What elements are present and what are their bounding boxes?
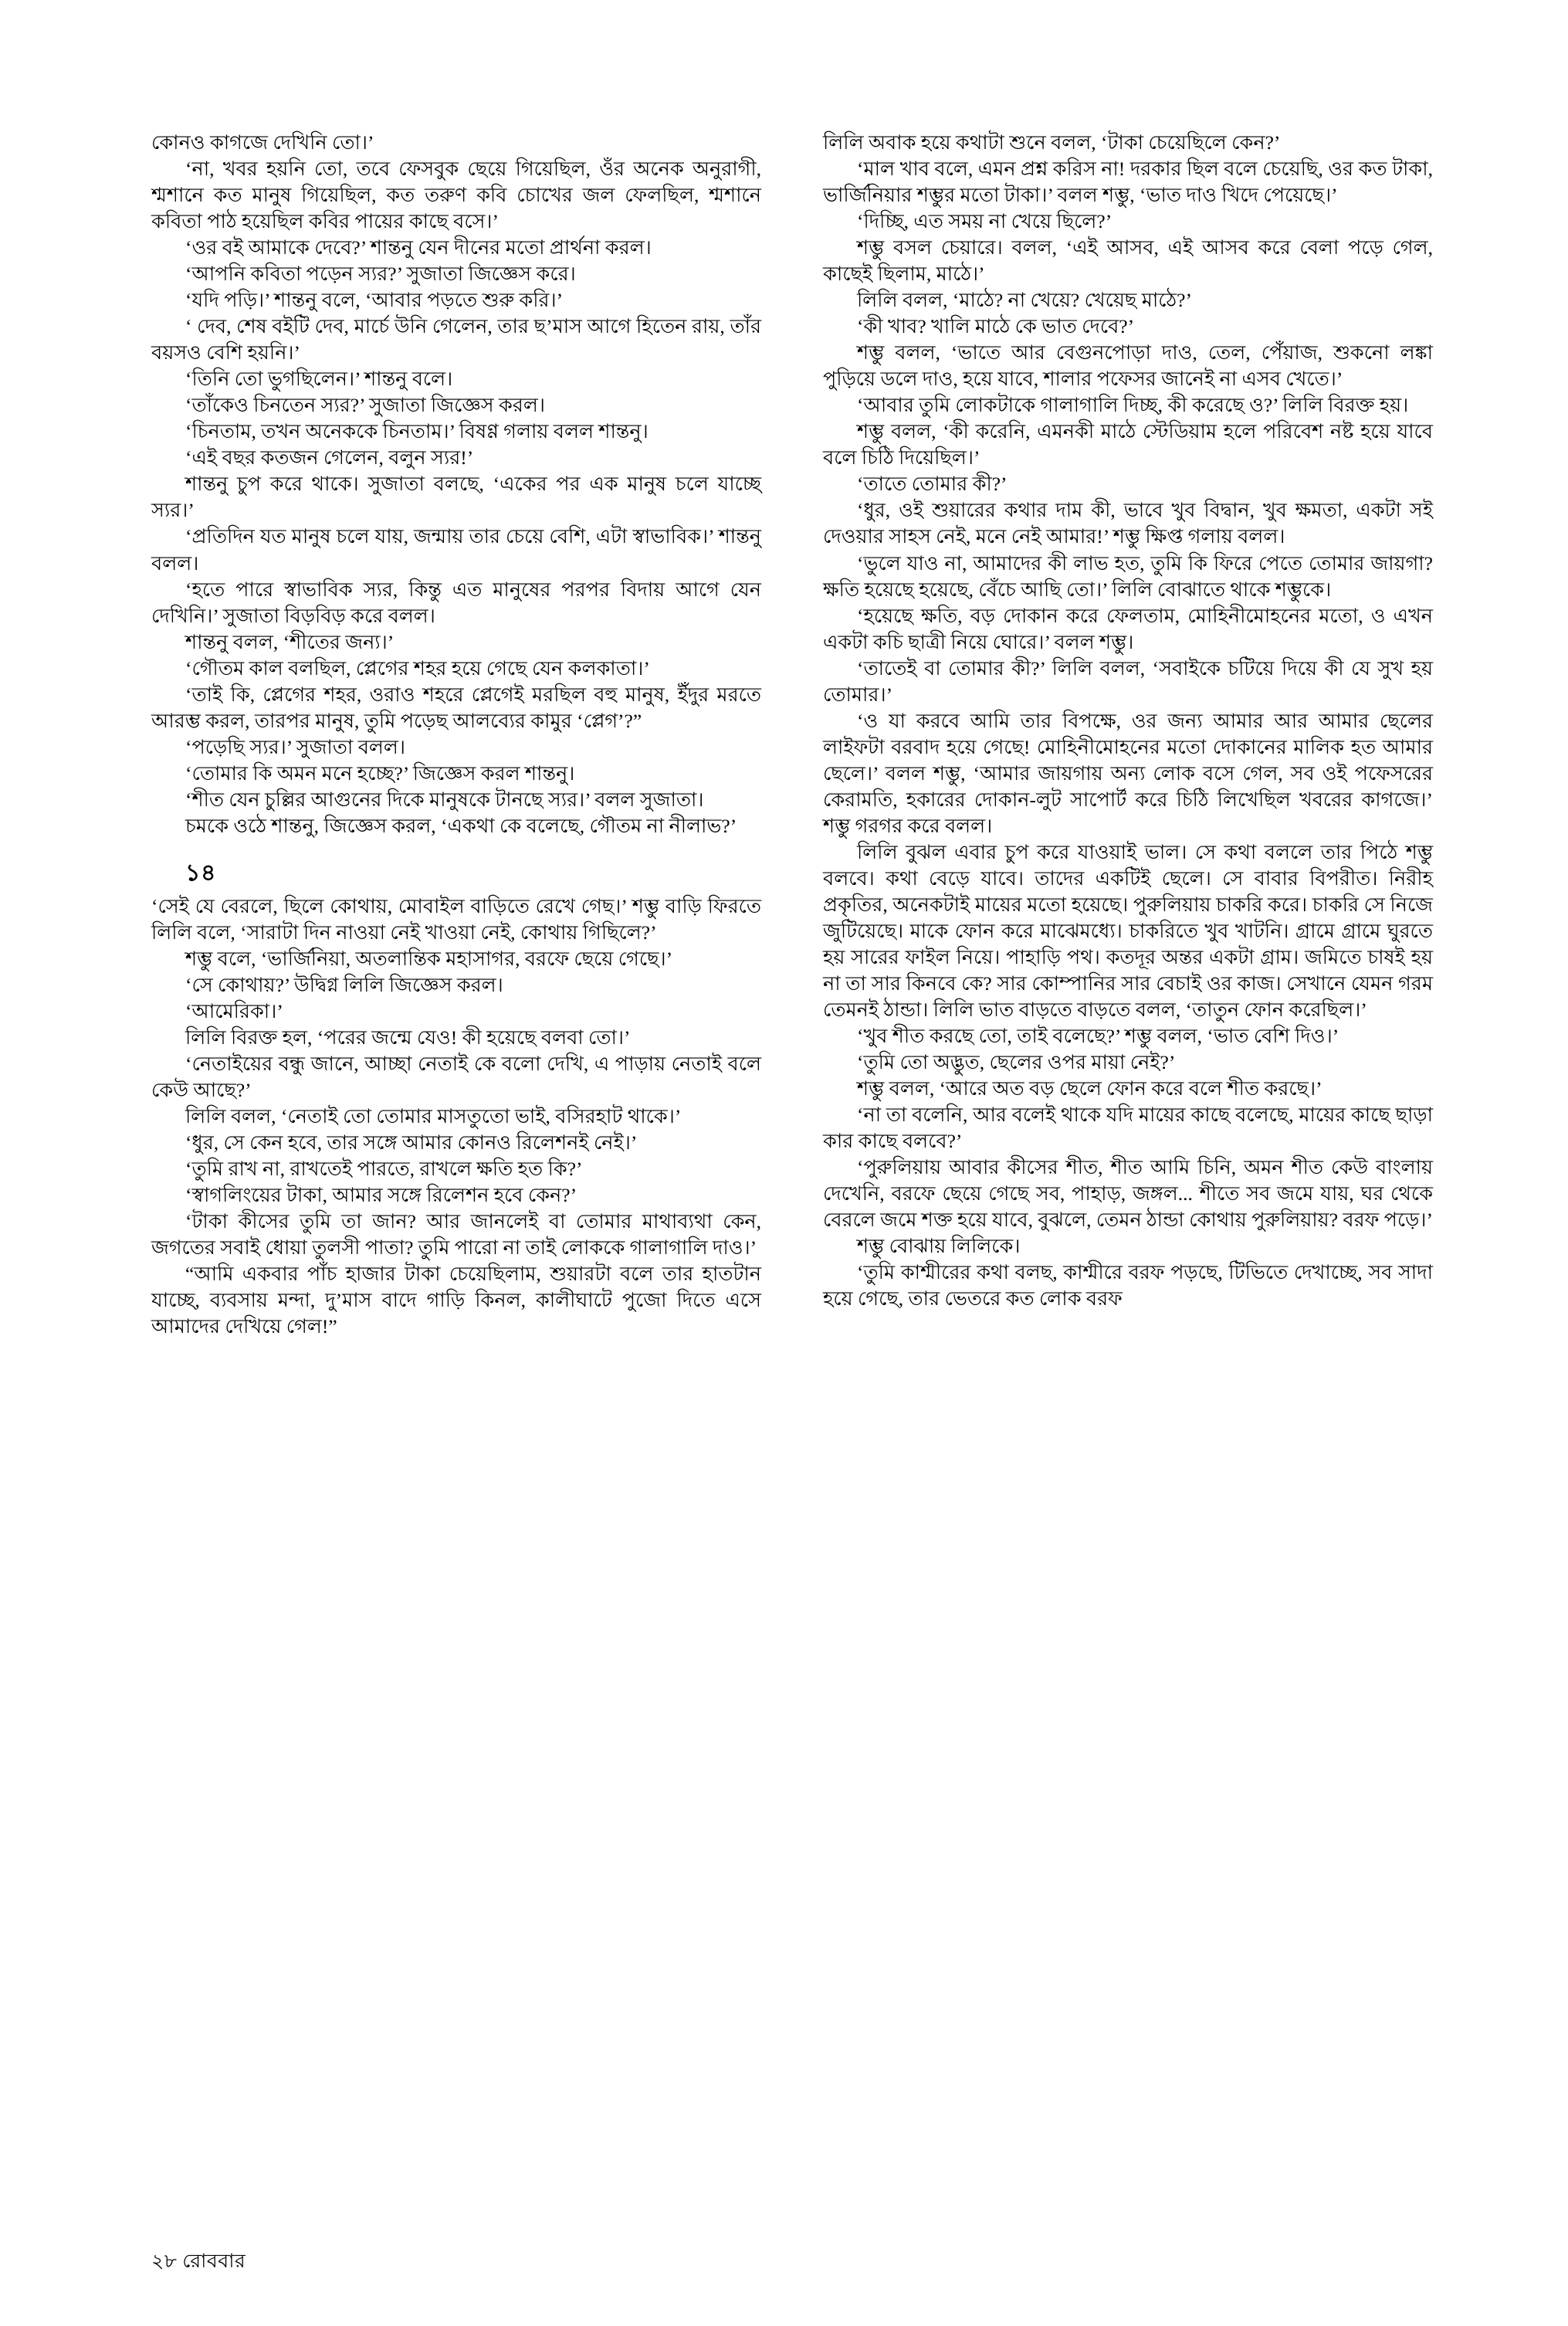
publication-name: রোববার — [182, 2251, 246, 2272]
paragraph: ‘ধুর, সে কেন হবে, তার সঙ্গে আমার কোনও রিলেশনই নেই।’ — [185, 1131, 638, 1155]
paragraph: ‘তুমি কাশ্মীরের কথা বলছ, কাশ্মীরে বরফ পড়ছে, টিভিতে দেখাচ্ছে, সব সাদা হয়ে গেছে, তার ভেতরে কত লোক বরফ — [823, 1261, 1433, 1310]
paragraph: ‘তুমি রাখ না, রাখতেই পারতে, রাখলে ক্ষতি হত কি?’ — [185, 1158, 583, 1181]
paragraph: লিলি বুঝল এবার চুপ করে যাওয়াই ভাল। সে কথা বললে তার পিঠে শম্ভু বলবে। কথা বেড়ে যাবে। তাদের একটিই ছেলে। সে বাবার বিপরীত। নিরীহ প্রকৃতির, অনেকটাই মায়ের মতো হয়েছে। পুরুলিয়ায় চাকরি করে। চাকরি সে নিজে জুটিয়েছে। মাকে ফোন করে মাঝেমধ্যে। চাকরিতে খুব খাটনি। গ্রামে গ্রামে ঘুরতে হয় সারের ফাইল নিয়ে। পাহাড়ি পথ। কতদূর অন্তর একটা গ্রাম। জমিতে চাষই হয় না তা সার কিনবে কে? সার কোম্পানির সার বেচাই ওর কাজ। সেখানে যেমন গরম তেমনই ঠান্ডা। লিলি ভাত বাড়তে বাড়তে বলল, ‘তাতুন ফোন করেছিল।’ — [823, 840, 1433, 1022]
paragraph: ‘ দেব, শেষ বইটি দেব, মার্চে উনি গেলেন, তার ছ’মাস আগে হিতেন রায়, তাঁর বয়সও বেশি হয়নি।’ — [151, 315, 761, 364]
paragraph: ‘যদি পড়ি।’ শান্তনু বলে, ‘আবার পড়তে শুরু করি।’ — [185, 289, 564, 312]
paragraph: ‘ধুর, ওই শুয়ারের কথার দাম কী, ভাবে খুব বিদ্বান, খুব ক্ষমতা, একটা সই দেওয়ার সাহস নেই, মনে নেই আমার!’ শম্ভু ক্ষিপ্ত গলায় বলল। — [823, 499, 1433, 548]
paragraph: ‘তিনি তো ভুগছিলেন।’ শান্তনু বলে। — [185, 368, 453, 391]
paragraph: ‘এই বছর কতজন গেলেন, বলুন স্যর!’ — [185, 446, 474, 470]
paragraph: ‘পড়েছি স্যর।’ সুজাতা বলল। — [185, 735, 406, 758]
two-column-body — [151, 130, 1433, 2215]
paragraph: ‘তাঁকেও চিনতেন স্যর?’ সুজাতা জিজ্ঞেস করল। — [185, 394, 545, 417]
paragraph: ‘গৌতম কাল বলছিল, প্লেগের শহর হয়ে গেছে যেন কলকাতা।’ — [185, 656, 650, 680]
paragraph: লিলি বলল, ‘নেতাই তো তোমার মাসতুতো ভাই, বসিরহাট থাকে।’ — [185, 1105, 682, 1128]
paragraph: চমকে ওঠে শান্তনু, জিজ্ঞেস করল, ‘একথা কে বলেছে, গৌতম না নীলাভ?’ — [185, 814, 737, 837]
paragraph: ‘নেতাইয়ের বন্ধু জানে, আচ্ছা নেতাই কে বলো দেখি, এ পাড়ায় নেতাই বলে কেউ আছে?’ — [151, 1053, 761, 1102]
paragraph: ‘না তা বলেনি, আর বলেই থাকে যদি মায়ের কাছে বলেছে, মায়ের কাছে ছাড়া কার কাছে বলবে?’ — [823, 1104, 1433, 1153]
paragraph: ‘স্বাগলিংয়ের টাকা, আমার সঙ্গে রিলেশন হবে কেন?’ — [185, 1184, 577, 1207]
paragraph: ‘তাই কি, প্লেগের শহর, ওরাও শহরে প্লেগেই মরছিল বহু মানুষ, ইঁদুর মরতে আরম্ভ করল, তারপর মানুষ, তুমি পড়েছ আলব্যের কামুর ‘প্লেগ’?” — [151, 683, 761, 732]
paragraph: লিলি বলল, ‘মাঠে? না খেয়ে? খেয়েছ মাঠে?’ — [857, 289, 1192, 312]
paragraph: ‘টাকা কীসের তুমি তা জান? আর জানলেই বা তোমার মাথাব্যথা কেন, জগতের সবাই ধোয়া তুলসী পাতা? তুমি পারো না তাই লোককে গালাগালি দাও।’ — [151, 1210, 761, 1260]
paragraph: ‘তাতে তোমার কী?’ — [857, 473, 1008, 496]
paragraph: ‘শীত যেন চুল্লির আগুনের দিকে মানুষকে টানছে স্যর।’ বলল সুজাতা। — [185, 788, 704, 811]
paragraph: লিলি বিরক্ত হল, ‘পরের জন্মে যেও! কী হয়েছে বলবা তো।’ — [185, 1026, 631, 1049]
paragraph: ‘ও যা করবে আমি তার বিপক্ষে, ওর জন্য আমার আর আমার ছেলের লাইফটা বরবাদ হয়ে গেছে! মোহিনীমোহনের মতো দোকানের মালিক হত আমার ছেলে।’ বলল শম্ভু, ‘আমার জায়গায় অন্য লোক বসে গেল, সব ওই পফেসরের কেরামতি, হকারের দোকান-লুট সাপোর্ট করে চিঠি লিখেছিল খবরের কাগজে।’ শম্ভু গরগর করে বলল। — [823, 709, 1433, 837]
paragraph: ‘হয়েছে ক্ষতি, বড় দোকান করে ফেলতাম, মোহিনীমোহনের মতো, ও এখন একটা কচি ছাত্রী নিয়ে ঘোরে।’ বলল শম্ভু। — [823, 604, 1433, 653]
paragraph: শম্ভু বলল, ‘আরে অত বড় ছেলে ফোন করে বলে শীত করছে।’ — [857, 1077, 1322, 1100]
paragraph: ‘খুব শীত করছে তো, তাই বলেছে?’ শম্ভু বলল, ‘ভাত বেশি দিও।’ — [857, 1025, 1339, 1048]
paragraph: ‘পুরুলিয়ায় আবার কীসের শীত, শীত আমি চিনি, অমন শীত কেউ বাংলায় দেখেনি, বরফে ছেয়ে গেছে সব, পাহাড়, জঙ্গল... শীতে সব জমে যায়, ঘর থেকে বেরলে জমে শক্ত হয়ে যাবে, বুঝলে, তেমন ঠান্ডা কোথায় পুরুলিয়ায়? বরফ পড়ে।’ — [823, 1156, 1433, 1232]
paragraph: ‘কী খাব? খালি মাঠে কে ভাত দেবে?’ — [857, 315, 1135, 338]
paragraph: শম্ভু বলে, ‘ভার্জিনিয়া, অতলান্তিক মহাসাগর, বরফে ছেয়ে গেছে।’ — [185, 947, 673, 970]
paragraph: লিলি অবাক হয়ে কথাটা শুনে বলল, ‘টাকা চেয়েছিলে কেন?’ — [823, 131, 1281, 154]
paragraph: শম্ভু বসল চেয়ারে। বলল, ‘এই আসব, এই আসব করে বেলা পড়ে গেল, কাছেই ছিলাম, মাঠে।’ — [823, 236, 1433, 286]
paragraph: শম্ভু বোঝায় লিলিকে। — [857, 1235, 1021, 1258]
paragraph: ‘সে কোথায়?’ উদ্বিগ্ন লিলি জিজ্ঞেস করল। — [185, 973, 503, 996]
paragraph: ‘ওর বই আমাকে দেবে?’ শান্তনু যেন দীনের মতো প্রার্থনা করল। — [185, 236, 652, 259]
paragraph: ‘দিচ্ছি, এত সময় না খেয়ে ছিলে?’ — [857, 210, 1113, 233]
section-number: ১৪ — [185, 860, 216, 886]
paragraph: ‘আবার তুমি লোকটাকে গালাগালি দিচ্ছ, কী করেছে ও?’ লিলি বিরক্ত হয়। — [857, 394, 1409, 417]
paragraph: ‘মাল খাব বলে, এমন প্রশ্ন করিস না! দরকার ছিল বলে চেয়েছি, ওর কত টাকা, ভার্জিনিয়ার শম্ভুর মতো টাকা।’ বলল শম্ভু, ‘ভাত দাও খিদে পেয়েছে।’ — [823, 158, 1433, 207]
paragraph: শান্তনু বলল, ‘শীতের জন্য।’ — [185, 630, 395, 653]
paragraph: ‘হতে পারে স্বাভাবিক স্যর, কিন্তু এত মানুষের পরপর বিদায় আগে যেন দেখিনি।’ সুজাতা বিড়বিড় করে বলল। — [151, 578, 761, 627]
page-number: ২৮ — [151, 2251, 178, 2272]
page-footer — [151, 2246, 246, 2279]
right-column — [823, 130, 1433, 2215]
left-column — [151, 130, 761, 2215]
paragraph: ‘তাতেই বা তোমার কী?’ লিলি বলল, ‘সবাইকে চটিয়ে দিয়ে কী যে সুখ হয় তোমার।’ — [823, 656, 1433, 706]
paragraph: ‘চিনতাম, তখন অনেককে চিনতাম।’ বিষণ্ণ গলায় বলল শান্তনু। — [185, 420, 649, 443]
paragraph: ‘ভুলে যাও না, আমাদের কী লাভ হত, তুমি কি ফিরে পেতে তোমার জায়গা? ক্ষতি হয়েছে হয়েছে, বেঁচে আছি তো।’ লিলি বোঝাতে থাকে শম্ভুকে। — [823, 551, 1433, 601]
paragraph: ‘তুমি তো অদ্ভুত, ছেলের ওপর মায়া নেই?’ — [857, 1051, 1176, 1074]
paragraph: ‘সেই যে বেরলে, ছিলে কোথায়, মোবাইল বাড়িতে রেখে গেছ।’ শম্ভু বাড়ি ফিরতে লিলি বলে, ‘সারাটা দিন নাওয়া নেই খাওয়া নেই, কোথায় গিছিলে?’ — [151, 894, 761, 944]
paragraph: ‘আমেরিকা।’ — [185, 1000, 283, 1023]
paragraph: কোনও কাগজে দেখিনি তো।’ — [151, 131, 374, 154]
paragraph: শম্ভু বলল, ‘ভাতে আর বেগুনপোড়া দাও, তেল, পেঁয়াজ, শুকনো লঙ্কা পুড়িয়ে ডলে দাও, হয়ে যাবে, শালার পফেসর জানেই না এসব খেতে।’ — [823, 341, 1433, 391]
paragraph: শান্তনু চুপ করে থাকে। সুজাতা বলছে, ‘একের পর এক মানুষ চলে যাচ্ছে স্যর।’ — [151, 473, 761, 522]
paragraph: ‘না, খবর হয়নি তো, তবে ফেসবুক ছেয়ে গিয়েছিল, ওঁর অনেক অনুরাগী, শ্মশানে কত মানুষ গিয়েছিল, কত তরুণ কবি চোখের জল ফেলছিল, শ্মশানে কবিতা পাঠ হয়েছিল কবির পায়ের কাছে বসে।’ — [151, 158, 761, 233]
paragraph: ‘তোমার কি অমন মনে হচ্ছে?’ জিজ্ঞেস করল শান্তনু। — [185, 761, 575, 785]
paragraph: ‘প্রতিদিন যত মানুষ চলে যায়, জন্মায় তার চেয়ে বেশি, এটা স্বাভাবিক।’ শান্তনু বলল। — [151, 525, 761, 575]
paragraph: শম্ভু বলল, ‘কী করেনি, এমনকী মাঠে স্টেডিয়াম হলে পরিবেশ নষ্ট হয়ে যাবে বলে চিঠি দিয়েছিল।’ — [823, 420, 1433, 470]
paragraph: “আমি একবার পাঁচ হাজার টাকা চেয়েছিলাম, শুয়ারটা বলে তার হাতটান যাচ্ছে, ব্যবসায় মন্দা, দু’মাস বাদে গাড়ি কিনল, কালীঘাটে পুজো দিতে এসে আমাদের দেখিয়ে গেল!” — [151, 1263, 761, 1338]
paragraph: ‘আপনি কবিতা পড়েন স্যর?’ সুজাতা জিজ্ঞেস করে। — [185, 263, 576, 286]
